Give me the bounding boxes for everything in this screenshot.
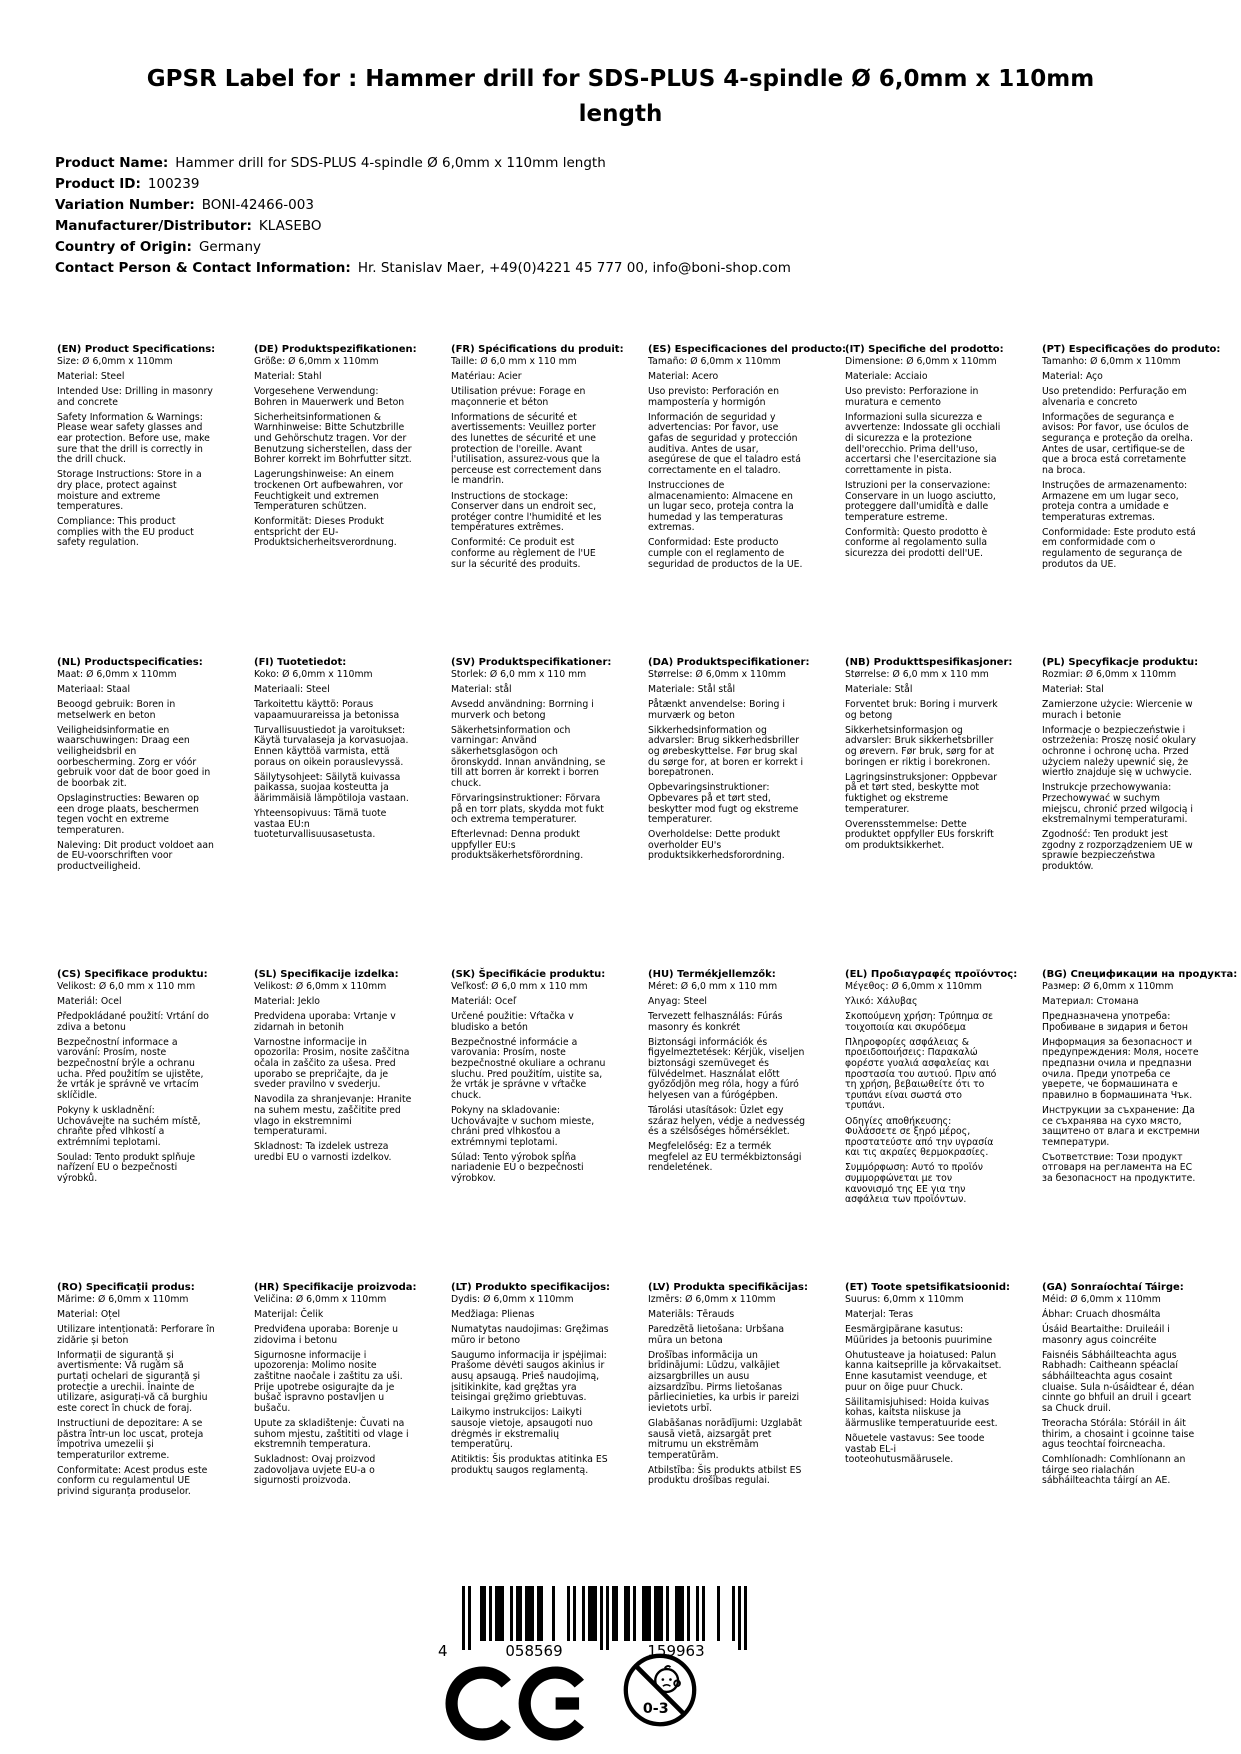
block-paragraph: Utilisation prévue: Forage en maçonnerie et béton [451, 386, 586, 408]
block-paragraph: Yhteensopivuus: Tämä tuote vastaa EU:n tuoteturvallisuusasetusta. [254, 808, 387, 841]
block-paragraph: Πληροφορίες ασφάλειας & προειδοποιήσεις: Παρακαλώ φορέστε γυαλιά ασφαλείας και προστασία του αυτιού. Πριν από τη χρήση, βεβαιωθείτε ότι το τρυπάνι είναι σωστά στο τρυπάνι. [845, 1036, 997, 1112]
block-paragraph: Pokyny k uskladnění: Uchovávejte na suchém místě, chraňte před vlhkostí a extrémními teplotami. [57, 1104, 201, 1148]
block-paragraph: Μέγεθος: Ø 6,0mm x 110mm [845, 981, 982, 992]
block-title: (NL) Productspecificaties: [57, 657, 203, 668]
block-paragraph: Material: Steel [57, 371, 125, 383]
language-block-sl [254, 969, 412, 1282]
product-field-label: Product ID: [55, 176, 141, 192]
block-paragraph: Lagringsinstruksjoner: Oppbevar på et tørt sted, beskytte mot fuktighet og ekstreme temperaturer. [845, 771, 998, 815]
block-paragraph: Materiāls: Tērauds [648, 1309, 735, 1321]
block-paragraph: Материал: Стомана [1042, 996, 1139, 1008]
age-warning-0-3-icon [622, 1652, 698, 1732]
block-paragraph: Turvallisuustiedot ja varoitukset: Käytä turvalaseja ja korvasuojaa. Ennen käyttöä varmista, että poraus on oikein porauslevyssä. [254, 724, 409, 768]
block-paragraph: Materiale: Stål [845, 684, 913, 696]
block-paragraph: Påtænkt anvendelse: Boring i murværk og beton [648, 699, 785, 721]
block-paragraph: Naleving: Dit product voldoet aan de EU-voorschriften voor productveiligheid. [57, 839, 214, 872]
language-blocks-grid [57, 344, 1238, 1498]
block-paragraph: Zgodność: Ten produkt jest zgodny z rozporządzeniem UE w sprawie bezpieczeństwa produktów. [1042, 829, 1193, 872]
block-paragraph: Material: Jeklo [254, 996, 320, 1008]
block-paragraph: Størrelse: Ø 6,0mm x 110mm [648, 669, 786, 680]
block-paragraph: Størrelse: Ø 6,0 mm x 110 mm [845, 669, 989, 680]
block-paragraph: Předpokládané použití: Vrtání do zdiva a betonu [57, 1011, 209, 1033]
language-block-ga [1042, 1282, 1200, 1498]
block-title: (LT) Produkto specifikacijos: [451, 1282, 611, 1293]
block-paragraph: Opbevaringsinstruktioner: Opbevares på et tørt sted, beskytter mod fugt og ekstreme temperaturer. [648, 782, 799, 826]
block-paragraph: Предназначена употреба: Пробиване в зидария и бетон [1042, 1011, 1188, 1033]
block-paragraph: Safety Information & Warnings: Please wear safety glasses and ear protection. Before use, make sure that the drill is correctly in the drill chuck. [57, 411, 210, 466]
block-paragraph: Instrukcje przechowywania: Przechowywać w suchym miejscu, chronić przed wilgocią i ekstremalnymi temperaturami. [1042, 782, 1194, 826]
language-block-sk [451, 969, 609, 1282]
block-paragraph: Förvaringsinstruktioner: Förvara på en torr plats, skydda mot fukt och extrema temperaturer. [451, 792, 604, 826]
language-block-fi [254, 657, 412, 969]
block-paragraph: Dydis: Ø 6,0mm x 110mm [451, 1294, 574, 1305]
block-paragraph: Maat: Ø 6,0mm x 110mm [57, 669, 177, 680]
block-paragraph: Съответствие: Този продукт отговаря на регламента на ЕС за безопасност на продуктите. [1042, 1151, 1196, 1184]
block-paragraph: Uso previsto: Perforación en mampostería y hormigón [648, 386, 780, 408]
block-paragraph: Materiał: Stal [1042, 684, 1104, 696]
block-paragraph: Dimensione: Ø 6,0mm x 110mm [845, 356, 997, 367]
block-paragraph: Medžiaga: Plienas [451, 1309, 535, 1321]
block-paragraph: Instructiuni de depozitare: A se păstra într-un loc uscat, proteja împotriva umezelii și temperaturilor extreme. [57, 1417, 204, 1461]
block-paragraph: Instructions de stockage: Conserver dans un endroit sec, protéger contre l'humidité et les températures extrêmes. [451, 490, 602, 534]
block-paragraph: Atitiktis: Šis produktas atitinka ES produktų saugos reglamentą. [451, 1454, 608, 1476]
block-paragraph: Drošības informācija un brīdinājumi: Lūdzu, valkājiet aizsargbrilles un ausu aizsardzību. Pirms lietošanas pārliecinieties, ka urbis ir pareizi ievietots urbī. [648, 1349, 800, 1414]
block-paragraph: Pokyny na skladovanie: Uchovávajte v suchom mieste, chráni pred vlhkosťou a extrémnymi teplotami. [451, 1104, 595, 1148]
language-block-et [845, 1282, 1011, 1498]
block-paragraph: Sicherheitsinformationen & Warnhinweise: Bitte Schutzbrille und Gehörschutz tragen. Vor der Benutzung sicherstellen, dass der Bohrer korrekt im Bohrfutter sitzt. [254, 411, 412, 466]
language-block-da [648, 657, 810, 969]
block-paragraph: Material: Oțel [57, 1309, 121, 1321]
block-title: (EN) Product Specifications: [57, 344, 216, 355]
block-paragraph: Bezpečnostné informácie a varovania: Prosím, noste bezpečnostné okuliare a ochranu sluchu. Pred použitím, uistite sa, že vrták je správne v vŕtačke chuck. [451, 1036, 606, 1101]
block-paragraph: Compliance: This product complies with the EU product safety regulation. [57, 516, 194, 549]
block-paragraph: Размер: Ø 6,0mm x 110mm [1042, 981, 1174, 992]
block-paragraph: Instruções de armazenamento: Armazene em um lugar seco, proteja contra a umidade e temperaturas extremas. [1042, 479, 1188, 523]
block-title: (SK) Špecifikácie produktu: [451, 969, 606, 980]
block-paragraph: Size: Ø 6,0mm x 110mm [57, 356, 173, 367]
block-paragraph: Instrucciones de almacenamiento: Almacene en un lugar seco, proteja contra la humedad y las temperaturas extremas. [648, 479, 794, 534]
block-paragraph: Συμμόρφωση: Αυτό το προϊόν συμμορφώνεται με τον κανονισμό της ΕΕ για την ασφάλεια των προϊόντων. [845, 1162, 983, 1206]
block-paragraph: Paredzētā lietošana: Urbšana mūra un betona [648, 1324, 785, 1346]
block-paragraph: Laikymo instrukcijos: Laikyti sausoje vietoje, apsaugoti nuo drėgmės ir ekstremalių temperatūrų. [451, 1407, 593, 1451]
block-paragraph: Material: Stahl [254, 371, 322, 383]
block-paragraph: Saugumo informacija ir įspėjimai: Prašome dėvėti saugos akinius ir ausų apsaugą. Prieš naudojimą, įsitikinkite, kad gręžtas yra teisingai gręžimo griebtuvas. [451, 1349, 607, 1404]
block-paragraph: Mărime: Ø 6,0mm x 110mm [57, 1294, 189, 1305]
language-block-en [57, 344, 215, 657]
block-paragraph: Taille: Ø 6,0 mm x 110 mm [451, 356, 577, 367]
block-paragraph: Súlad: Tento výrobok spĺňa nariadenie EÚ o bezpečnosti výrobkov. [451, 1151, 584, 1184]
language-block-it [845, 344, 1003, 657]
block-title: (SV) Produktspecifikationer: [451, 657, 612, 668]
block-paragraph: Materijal: Čelik [254, 1309, 324, 1321]
block-title: (RO) Specificații produs: [57, 1282, 195, 1293]
product-field-label: Country of Origin: [55, 239, 192, 255]
language-block-cs [57, 969, 215, 1282]
block-paragraph: Sukladnost: Ovaj proizvod zadovoljava uvjete EU-a o sigurnosti proizvoda. [254, 1454, 376, 1487]
block-paragraph: Sikkerhetsinformasjon og advarsler: Bruk sikkerhetsbriller og ørevern. Før bruk, sørg for at boringen er riktig i borekronen. [845, 724, 995, 768]
language-block-sv [451, 657, 612, 969]
block-paragraph: Méret: Ø 6,0 mm x 110 mm [648, 981, 778, 992]
block-title: (LV) Produkta specifikācijas: [648, 1282, 808, 1293]
block-paragraph: Faisnéis Sábháilteachta agus Rabhadh: Caitheann spéaclaí sábháilteachta agus cosaint cluaise. Sula n-úsáidtear é, déan cinnte go bhfuil an druil i gceart sa Chuck druil. [1042, 1349, 1195, 1414]
language-block-fr [451, 344, 624, 657]
block-paragraph: Matériau: Acier [451, 371, 522, 383]
block-paragraph: Glabāšanas norādījumi: Uzglabāt sausā vietā, aizsargāt pret mitrumu un ekstrēmām temperatūrām. [648, 1417, 802, 1461]
block-paragraph: Conformidad: Este producto cumple con el reglamento de seguridad de productos de la UE. [648, 537, 803, 570]
block-paragraph: Tamanho: Ø 6,0mm x 110mm [1042, 356, 1181, 367]
page-title: GPSR Label for : Hammer drill for SDS-PLUS 4-spindle Ø 6,0mm x 110mm length [146, 66, 1095, 127]
product-field [55, 216, 791, 237]
block-paragraph: Opslaginstructies: Bewaren op een droge plaats, beschermen tegen vocht en extreme temperaturen. [57, 792, 200, 836]
block-paragraph: Konformität: Dieses Produkt entspricht der EU-Produktsicherheitsverordnung. [254, 516, 397, 549]
block-paragraph: Atbilstība: Šis produkts atbilst ES produktu drošības regulai. [648, 1464, 802, 1487]
block-paragraph: Uso pretendido: Perfuração em alvenaria e concreto [1042, 386, 1187, 408]
block-paragraph: Varnostne informacije in opozorila: Prosim, nosite zaščitna očala in zaščito za ušesa. Pred uporabo se prepričajte, da je sveder pravilno v svederju. [254, 1036, 410, 1091]
block-title: (DE) Produktspezifikationen: [254, 344, 417, 355]
block-paragraph: Materiaal: Staal [57, 684, 131, 696]
block-paragraph: Uso previsto: Perforazione in muratura e cemento [845, 386, 979, 408]
product-field-value: Hammer drill for SDS-PLUS 4-spindle Ø 6,0mm x 110mm length [175, 155, 606, 171]
barcode-first-digit: 4 [438, 1642, 448, 1660]
block-paragraph: Upute za skladištenje: Čuvati na suhom mjestu, zaštititi od vlage i ekstremnih temperatura. [254, 1417, 409, 1451]
block-title: (FR) Spécifications du produit: [451, 344, 624, 355]
block-paragraph: Numatytas naudojimas: Gręžimas mūro ir betono [451, 1324, 609, 1346]
block-paragraph: Treoracha Stórála: Stóráil in áit thirim, a chosaint i gcoinne taise agus teochtaí foircneacha. [1042, 1417, 1195, 1451]
block-paragraph: Veličina: Ø 6,0mm x 110mm [254, 1294, 387, 1305]
block-paragraph: Tervezett felhasználás: Fúrás masonry és konkrét [648, 1011, 783, 1033]
block-paragraph: Suurus: 6,0mm x 110mm [845, 1294, 964, 1305]
block-paragraph: Ábhar: Cruach dhosmálta [1042, 1309, 1161, 1321]
block-paragraph: Material: Aço [1042, 371, 1103, 383]
product-field-label: Contact Person & Contact Information: [55, 260, 351, 276]
product-field-value: KLASEBO [258, 218, 322, 234]
block-title: (GA) Sonraíochtaí Táirge: [1042, 1282, 1184, 1293]
block-paragraph: Veiligheidsinformatie en waarschuwingen: Draag een veiligheidsbril en oorbescherming. Zorg er vóór gebruik voor dat de boor goed in de boorbak zit. [57, 724, 211, 789]
block-paragraph: Informations de sécurité et avertissements: Veuillez porter des lunettes de sécurité et une protection de l'oreille. Avant l'utilisation, assurez-vous que la perceuse est correctement dans le mandrin. [451, 411, 602, 487]
ce-mark-icon [445, 1666, 595, 1745]
product-field [55, 174, 791, 195]
language-block-bg [1042, 969, 1238, 1282]
language-block-nl [57, 657, 215, 969]
block-paragraph: Rozmiar: Ø 6,0mm x 110mm [1042, 669, 1177, 680]
block-paragraph: Lagerungshinweise: An einem trockenen Ort aufbewahren, vor Feuchtigkeit und extremen Temperaturen schützen. [254, 469, 403, 513]
block-paragraph: Sikkerhedsinformation og advarsler: Brug sikkerhedsbriller og ørebeskyttelse. Før brug skal du sørge for, at boren er korrekt i borepatronen. [648, 724, 804, 779]
block-paragraph: Veľkosť: Ø 6,0 mm x 110 mm [451, 981, 588, 992]
block-paragraph: Úsáid Beartaithe: Druileáil i masonry agus coincréite [1042, 1324, 1170, 1346]
language-block-hu [648, 969, 806, 1282]
block-title: (PT) Especificações do produto: [1042, 344, 1221, 355]
barcode-left-group: 058569 [505, 1642, 563, 1660]
block-paragraph: Sigurnosne informacije i upozorenja: Molimo nosite zaštitne naočale i zaštitu za uši. Prije upotrebe osigurajte da je bušač ispravno postavljen u bušaču. [254, 1349, 403, 1414]
block-paragraph: Informações de segurança e avisos: Por favor, use óculos de segurança e proteção da orelha. Antes de usar, certifique-se de que a broca está corretamente na broca. [1042, 411, 1193, 476]
language-block-ro [57, 1282, 215, 1498]
block-paragraph: Materiale: Stål stål [648, 684, 736, 696]
block-paragraph: Materjal: Teras [845, 1309, 914, 1321]
block-paragraph: Nõuetele vastavus: See toode vastab EL-i tooteohutusmäärusele. [845, 1433, 985, 1466]
product-field [55, 237, 791, 258]
language-block-el [845, 969, 1018, 1282]
product-field-label: Variation Number: [55, 197, 195, 213]
barcode-right-group: 159963 [647, 1642, 705, 1660]
product-field-label: Product Name: [55, 155, 169, 171]
block-paragraph: Materiál: Oceľ [451, 996, 517, 1008]
language-block-lt [451, 1282, 609, 1498]
block-paragraph: Avsedd användning: Borrning i murverk och betong [451, 699, 594, 721]
language-block-es [648, 344, 847, 657]
block-paragraph: Säilitamisjuhised: Hoida kuivas kohas, kaitsta niiskuse ja äärmuslike temperatuuride eest. [845, 1396, 998, 1429]
block-paragraph: Biztonsági információk és figyelmeztetések: Kérjük, viseljen biztonsági szemüveget és fülvédelmet. Használat előtt győződjön meg róla, hogy a fúró helyesen van a fúrógépben. [648, 1036, 805, 1101]
product-field-value: 100239 [147, 176, 200, 192]
block-title: (HU) Termékjellemzők: [648, 969, 776, 980]
block-paragraph: Istruzioni per la conservazione: Conservare in un luogo asciutto, proteggere dall'umidità e dalle temperature estreme. [845, 479, 996, 523]
block-paragraph: Storage Instructions: Store in a dry place, protect against moisture and extreme temperatures. [57, 469, 202, 513]
block-paragraph: Predvidena uporaba: Vrtanje v zidarnah in betonih [254, 1011, 396, 1033]
block-paragraph: Eesmärgipärane kasutus: Müürides ja betoonis puurimine [845, 1324, 993, 1346]
block-paragraph: Materiale: Acciaio [845, 371, 928, 383]
language-block-nb [845, 657, 1013, 969]
block-paragraph: Säkerhetsinformation och varningar: Använd säkerhetsglasögon och öronskydd. Innan användning, se till att borren är korrekt i borren chuck. [451, 724, 606, 789]
block-paragraph: Overholdelse: Dette produkt overholder EU's produktsikkerhedsforordning. [648, 829, 785, 862]
block-paragraph: Megfelelőség: Ez a termék megfelel az EU termékbiztonsági rendeletének. [648, 1141, 802, 1174]
block-title: (ET) Toote spetsifikatsioonid: [845, 1282, 1011, 1293]
product-field-value: BONI-42466-003 [201, 197, 314, 213]
block-title: (NB) Produkttspesifikasjoner: [845, 657, 1013, 668]
language-block-pl [1042, 657, 1200, 969]
block-paragraph: Velikost: Ø 6,0mm x 110mm [254, 981, 387, 992]
block-paragraph: Forventet bruk: Boring i murverk og betong [845, 699, 998, 721]
block-paragraph: Vorgesehene Verwendung: Bohren in Mauerwerk und Beton [254, 386, 405, 408]
block-paragraph: Informacje o bezpieczeństwie i ostrzeżenia: Proszę nosić okulary ochronne i ochronę ucha. Przed użyciem należy upewnić się, że wiertło znajduje się w uchwycie. [1042, 724, 1196, 779]
block-paragraph: Conformitate: Acest produs este conform cu regulamentul UE privind siguranța produselor. [57, 1464, 208, 1497]
age-warning-label: 0-3 [642, 1700, 669, 1717]
block-paragraph: Säilytysohjeet: Säilytä kuivassa paikassa, suojaa kosteutta ja äärimmäisiä lämpötiloja vastaan. [254, 771, 409, 804]
block-paragraph: Určené použitie: Vŕtačka v bludisko a betón [451, 1011, 574, 1033]
block-paragraph: Méid: Ø 6,0mm x 110mm [1042, 1294, 1161, 1305]
block-paragraph: Materiaali: Steel [254, 684, 330, 696]
block-paragraph: Informații de siguranță și avertismente: Vă rugăm să purtați ochelari de siguranță și protecție a urechii. Înainte de utilizare, asigurați-vă că burghiu este corect în chuck de foraj. [57, 1349, 208, 1414]
block-paragraph: Größe: Ø 6,0mm x 110mm [254, 356, 379, 367]
block-paragraph: Οδηγίες αποθήκευσης: Φυλάσσετε σε ξηρό μέρος, προστατεύστε από την υγρασία και τις ακραίες θερμοκρασίες. [845, 1115, 994, 1159]
block-paragraph: Conformità: Questo prodotto è conforme al regolamento sulla sicurezza dei prodotti dell'UE. [845, 526, 988, 559]
block-title: (EL) Προδιαγραφές προϊόντος: [845, 969, 1018, 980]
product-field [55, 153, 791, 174]
block-paragraph: Materiál: Ocel [57, 996, 122, 1008]
block-paragraph: Velikost: Ø 6,0 mm x 110 mm [57, 981, 196, 992]
block-paragraph: Σκοπούμενη χρήση: Τρύπημα σε τοιχοποιία και σκυρόδεμα [845, 1011, 994, 1033]
block-paragraph: Conformidade: Este produto está em conformidade com o regulamento de segurança de produtos da UE. [1042, 526, 1196, 570]
block-title: (SL) Specifikacije izdelka: [254, 969, 399, 980]
product-field [55, 258, 791, 279]
block-paragraph: Conformité: Ce produit est conforme au règlement de l'UE sur la sécurité des produits. [451, 537, 596, 570]
block-paragraph: Информация за безопасност и предупреждения: Моля, носете предпазни очила и предпазни очила. Преди употреба се уверете, че бормашината е правилно в бормашината Чък. [1042, 1036, 1199, 1101]
block-paragraph: Koko: Ø 6,0mm x 110mm [254, 669, 373, 680]
block-title: (DA) Produktspecifikationer: [648, 657, 810, 668]
block-paragraph: Ohutusteave ja hoiatused: Palun kanna kaitseprille ja kõrvakaitset. Enne kasutamist veenduge, et puur on õige puur Chuck. [845, 1349, 1002, 1393]
block-paragraph: Izmērs: Ø 6,0mm x 110mm [648, 1294, 776, 1305]
block-paragraph: Informazioni sulla sicurezza e avvertenze: Indossate gli occhiali di sicurezza e la protezione dell'orecchio. Prima dell'uso, accertarsi che l'esercitazione sia correttamente in pista. [845, 411, 1001, 476]
block-paragraph: Predviđena uporaba: Borenje u zidovima i betonu [254, 1324, 399, 1346]
block-paragraph: Información de seguridad y advertencias: Por favor, use gafas de seguridad y protección auditiva. Antes de usar, asegúrese de que el taladro está correctamente en el taladro. [648, 411, 801, 476]
product-field-label: Manufacturer/Distributor: [55, 218, 252, 234]
block-title: (CS) Specifikace produktu: [57, 969, 208, 980]
block-paragraph: Инструкции за съхранение: Да се съхранява на сухо място, защитено от влага и екстремни температури. [1042, 1104, 1200, 1148]
block-paragraph: Material: Acero [648, 371, 719, 383]
language-block-de [254, 344, 417, 657]
block-paragraph: Comhlíonadh: Comhlíonann an táirge seo rialachán sábháilteachta táirgí an AE. [1042, 1454, 1186, 1487]
language-block-pt [1042, 344, 1221, 657]
language-block-hr [254, 1282, 417, 1498]
barcode-bars-icon [438, 1586, 747, 1650]
product-info-section [55, 153, 791, 279]
block-paragraph: Efterlevnad: Denna produkt uppfyller EU:s produktsäkerhetsförordning. [451, 829, 584, 862]
block-title: (BG) Спецификации на продукта: [1042, 969, 1238, 980]
block-paragraph: Zamierzone użycie: Wiercenie w murach i betonie [1042, 699, 1193, 721]
block-paragraph: Skladnost: Ta izdelek ustreza uredbi EU o varnosti izdelkov. [254, 1141, 392, 1163]
block-title: (IT) Specifiche del prodotto: [845, 344, 1004, 355]
block-title: (FI) Tuotetiedot: [254, 657, 347, 668]
block-paragraph: Tamaño: Ø 6,0mm x 110mm [648, 356, 781, 367]
block-paragraph: Anyag: Steel [648, 996, 708, 1008]
barcode-digits [438, 1642, 747, 1662]
block-title: (HR) Specifikacije proizvoda: [254, 1282, 417, 1293]
language-block-lv [648, 1282, 806, 1498]
block-title: (ES) Especificaciones del producto: [648, 344, 847, 355]
block-paragraph: Υλικό: Χάλυβας [845, 996, 918, 1008]
block-paragraph: Overensstemmelse: Dette produktet oppfyller EUs forskrift om produktsikkerhet. [845, 818, 994, 851]
block-paragraph: Navodila za shranjevanje: Hranite na suhem mestu, zaščitite pred vlago in ekstremnimi temperaturami. [254, 1094, 412, 1138]
product-field [55, 195, 791, 216]
block-paragraph: Bezpečnostní informace a varování: Prosím, noste bezpečnostní brýle a ochranu ucha. Před použitím se ujistěte, že vrták je správně ve vrtacím sklíčidle. [57, 1036, 204, 1101]
block-paragraph: Intended Use: Drilling in masonry and concrete [57, 386, 213, 408]
block-paragraph: Storlek: Ø 6,0 mm x 110 mm [451, 669, 587, 680]
block-paragraph: Material: stål [451, 684, 512, 696]
block-paragraph: Tárolási utasítások: Üzlet egy száraz helyen, védje a nedvesség és a szélsőséges hőmérséklet. [648, 1104, 806, 1138]
block-paragraph: Beoogd gebruik: Boren in metselwerk en beton [57, 699, 176, 721]
product-field-value: Germany [198, 239, 261, 255]
block-title: (PL) Specyfikacje produktu: [1042, 657, 1199, 668]
block-paragraph: Tarkoitettu käyttö: Poraus vapaamuurareissa ja betonissa [254, 699, 400, 721]
product-field-value: Hr. Stanislav Maer, +49(0)4221 45 777 00, info@boni-shop.com [357, 260, 791, 276]
ean-barcode [438, 1586, 747, 1650]
block-paragraph: Utilizare intenționată: Perforare în zidărie și beton [57, 1324, 215, 1346]
block-paragraph: Soulad: Tento produkt splňuje nařízení EU o bezpečnosti výrobků. [57, 1151, 196, 1184]
